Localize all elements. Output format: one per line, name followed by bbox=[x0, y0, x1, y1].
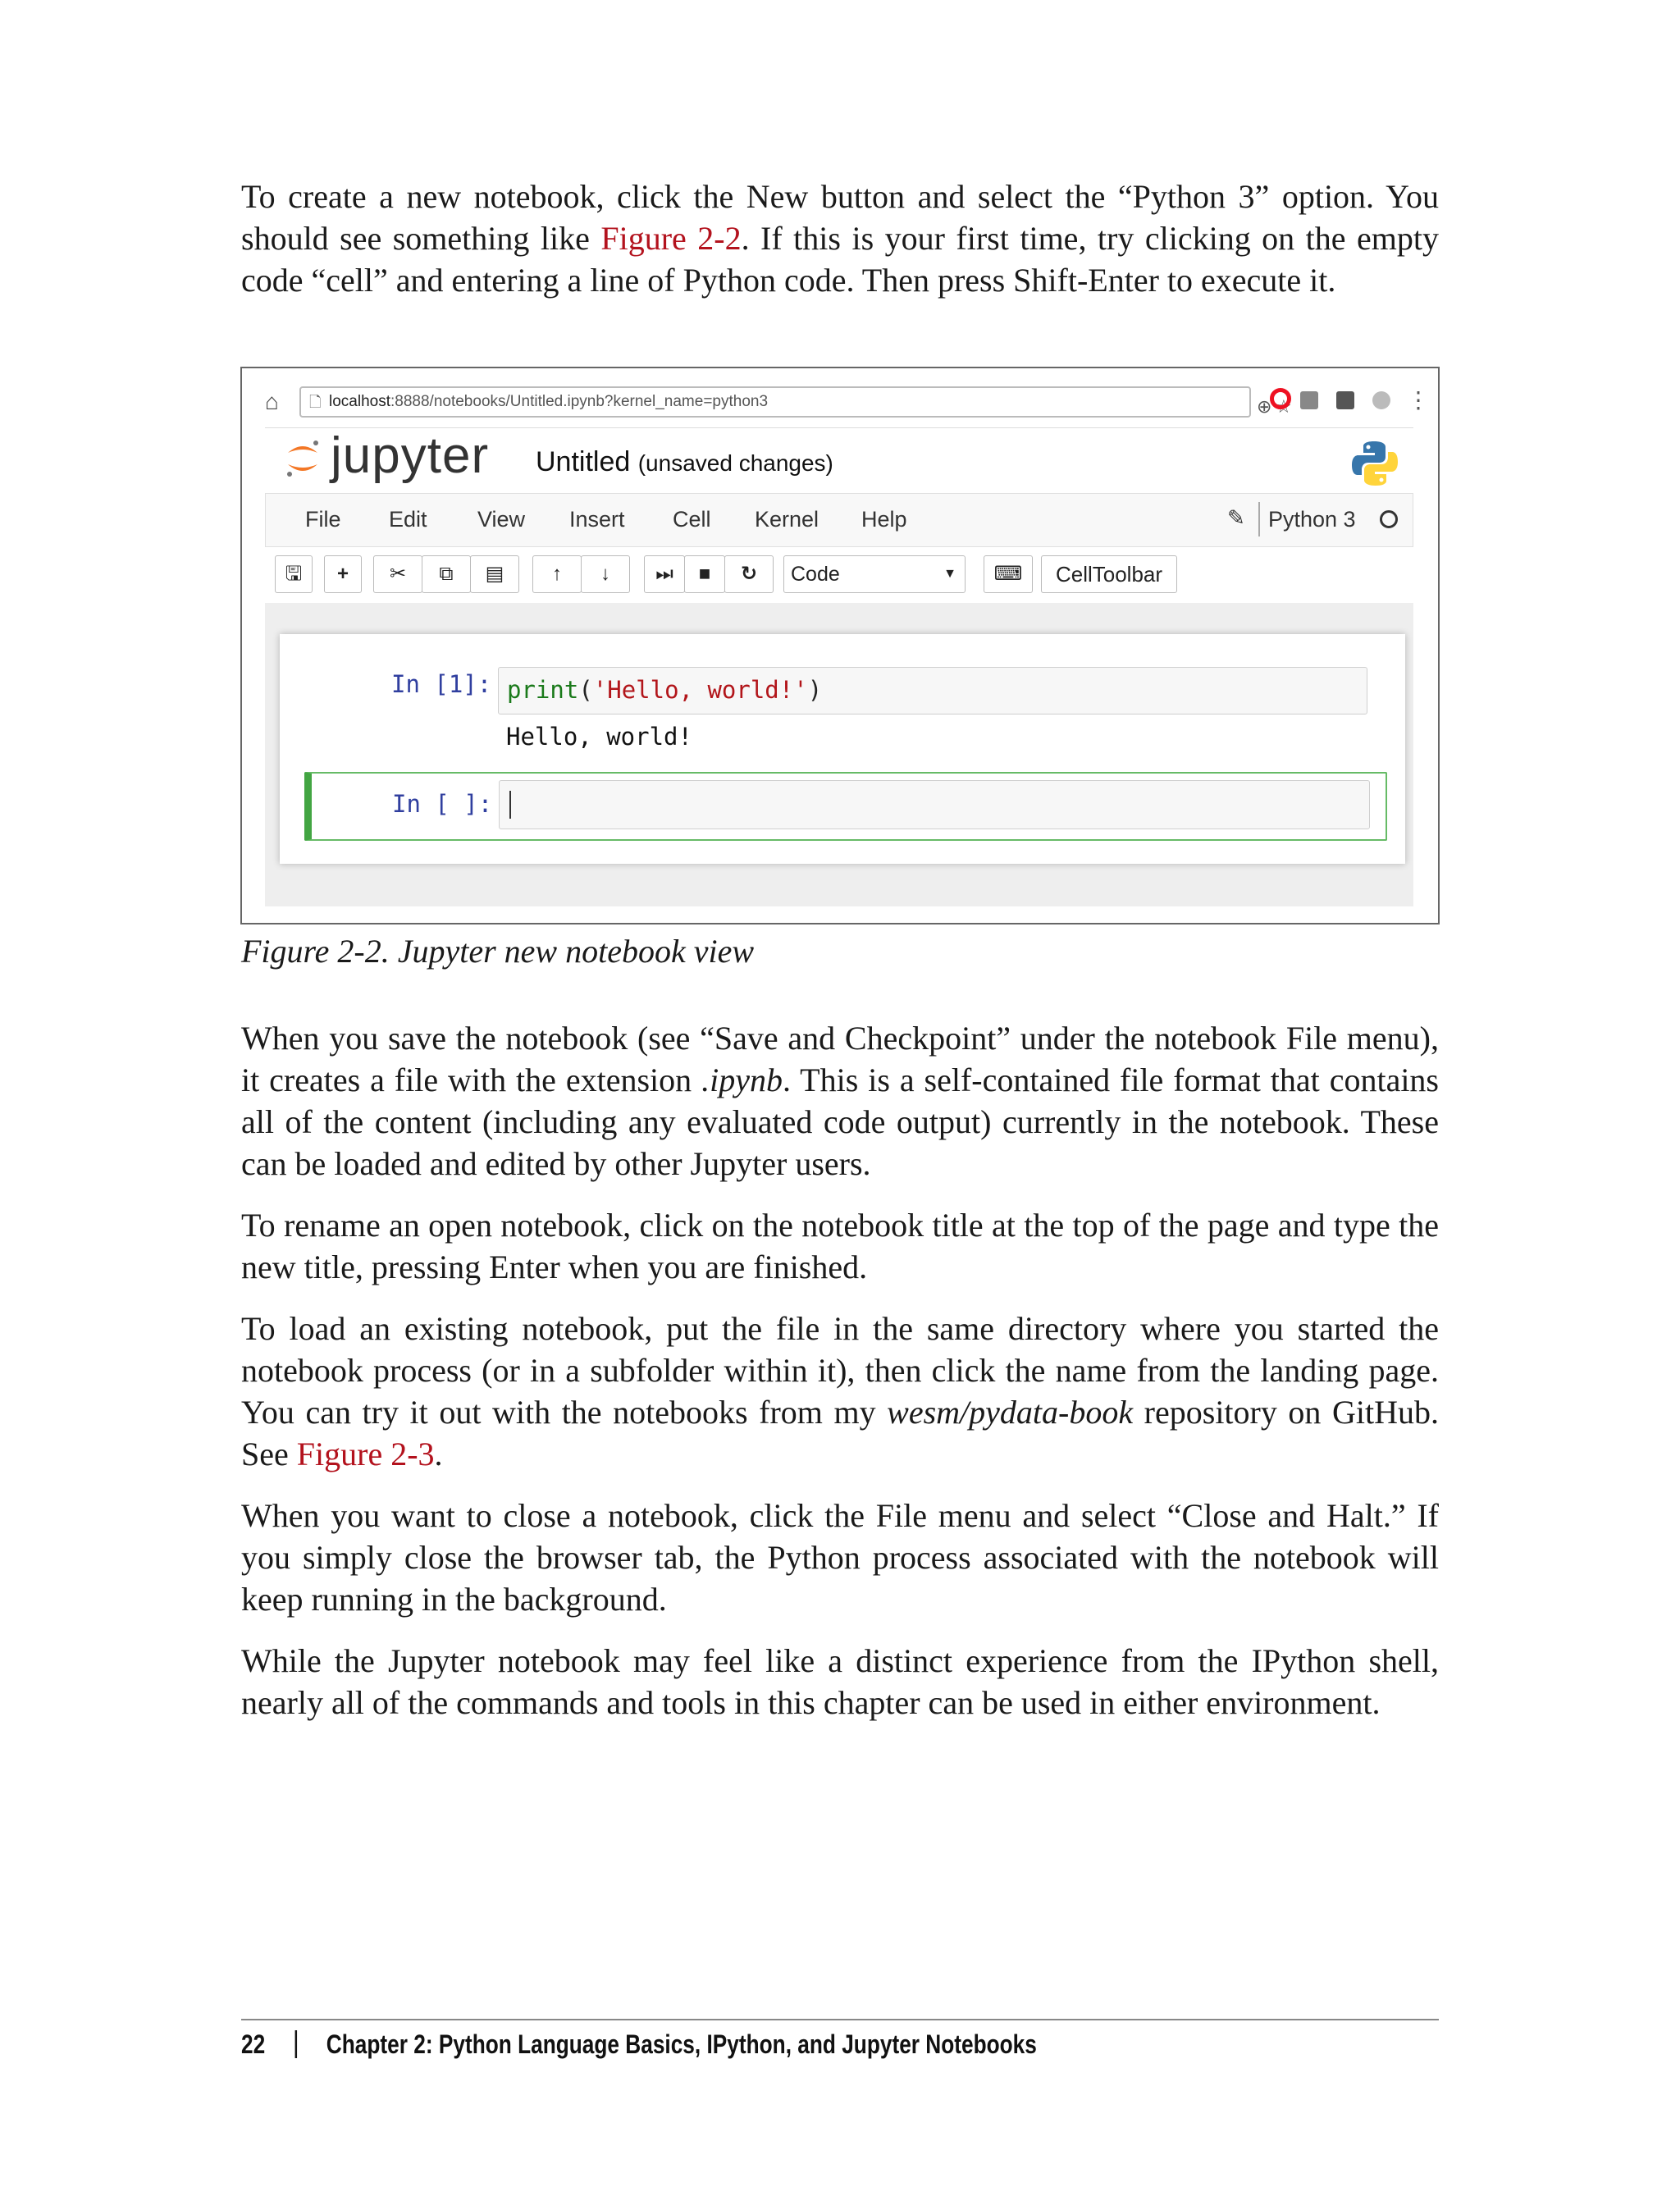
cell1-output: Hello, world! bbox=[506, 723, 692, 751]
notebook-title[interactable]: Untitled (unsaved changes) bbox=[536, 446, 833, 477]
move-up-button[interactable]: ↑ bbox=[532, 555, 582, 593]
notebook-menubar bbox=[265, 493, 1413, 547]
menu-edit[interactable]: Edit bbox=[389, 507, 427, 532]
chevron-down-icon: ▼ bbox=[943, 567, 956, 581]
kernel-idle-icon bbox=[1380, 510, 1398, 528]
paragraph-rename: To rename an open notebook, click on the notebook title at the top of the page and type the new title, pressing Enter when you are finished. bbox=[241, 1207, 1439, 1285]
zoom-icon[interactable]: ⊕ bbox=[1257, 396, 1272, 417]
page-footer bbox=[241, 2029, 1037, 2060]
extension-icon[interactable] bbox=[1372, 391, 1390, 409]
chapter-title: Chapter 2: Python Language Basics, IPython, and Jupyter Notebooks bbox=[326, 2029, 1037, 2059]
figure-2-2-link[interactable]: Figure 2-2 bbox=[600, 220, 742, 257]
kernel-separator bbox=[1258, 502, 1260, 536]
save-status: (unsaved changes) bbox=[637, 450, 833, 476]
home-icon[interactable]: ⌂ bbox=[265, 389, 279, 414]
jupyter-wordmark[interactable]: jupyter bbox=[331, 427, 490, 484]
notebook-area bbox=[265, 603, 1413, 906]
save-button[interactable]: 🖫 bbox=[275, 555, 313, 593]
footer-separator bbox=[294, 2030, 296, 2058]
paragraph-environment: While the Jupyter notebook may feel like a distinct experience from the IPython shell, nearly all of the commands and tools in this chapter can be used in either environment. bbox=[241, 1642, 1439, 1721]
insert-cell-button[interactable]: + bbox=[324, 555, 362, 593]
cell-type-select[interactable]: Code ▼ bbox=[783, 555, 966, 593]
bookmark-star-icon[interactable]: ☆ bbox=[1276, 396, 1292, 417]
browser-address-row bbox=[265, 385, 1430, 421]
extension-icon[interactable] bbox=[1336, 391, 1354, 409]
keyboard-shortcuts-button[interactable]: ⌨ bbox=[984, 555, 1033, 593]
cell2-code-input[interactable] bbox=[499, 780, 1370, 829]
edit-mode-pencil-icon: ✎ bbox=[1227, 505, 1245, 530]
cell2-prompt: In [ ]: bbox=[392, 790, 493, 818]
notebook-page bbox=[280, 634, 1405, 864]
paragraph-new-notebook: To create a new notebook, click the New button and select the “Python 3” option. You should see something like Figure 2-2. If this is your first time, try clicking on the empty code “cell” and entering a line of Python code. Then press Shift-Enter to execute it. bbox=[241, 178, 1439, 299]
opera-extension-icon[interactable] bbox=[1270, 388, 1291, 409]
address-bar[interactable]: 🗋 localhost:8888/notebooks/Untitled.ipynb?kernel_name=python3 ⊕ ☆ bbox=[299, 386, 1251, 418]
paragraph-load: To load an existing notebook, put the file in the same directory where you started the notebook process (or in a subfolder within it), then click the name from the landing page. You can try it out with the notebooks from my wesm/pydata-book repository on GitHub. See Figure 2-3. bbox=[241, 1310, 1440, 1472]
paragraph-close: When you want to close a notebook, click the File menu and select “Close and Halt.” If you simply close the browser tab, the Python process associated with the notebook will keep running in the background. bbox=[241, 1497, 1439, 1618]
menu-file[interactable]: File bbox=[305, 507, 341, 532]
jupyter-logo-icon[interactable] bbox=[285, 438, 321, 479]
cell1-code-input[interactable]: print('Hello, world!') bbox=[498, 667, 1367, 714]
notebook-toolbar bbox=[265, 547, 1413, 603]
menu-view[interactable]: View bbox=[477, 507, 526, 532]
menu-kernel[interactable]: Kernel bbox=[755, 507, 819, 532]
jupyter-header bbox=[265, 427, 1413, 494]
celltoolbar-button[interactable]: CellToolbar bbox=[1041, 555, 1177, 593]
figure-jupyter-screenshot bbox=[240, 367, 1440, 924]
run-button[interactable]: ⏭ bbox=[644, 555, 685, 593]
page-icon: 🗋 bbox=[309, 394, 322, 410]
cell1-prompt: In [1]: bbox=[391, 670, 492, 698]
extension-icon[interactable] bbox=[1300, 391, 1318, 409]
python-logo-icon bbox=[1349, 438, 1400, 489]
figure-2-3-link[interactable]: Figure 2-3 bbox=[296, 1436, 435, 1472]
paragraph-save: When you save the notebook (see “Save and Checkpoint” under the notebook File menu), it creates a file with the extension .ipynb. This is a self-contained file format that contains all of the content (including any evaluated code output) currently in the notebook. These can be loaded and edited by other Jupyter users. bbox=[241, 1020, 1440, 1182]
kernel-name[interactable]: Python 3 bbox=[1268, 507, 1356, 532]
active-cell[interactable] bbox=[304, 772, 1387, 841]
restart-button[interactable]: ↻ bbox=[724, 555, 774, 593]
browser-menu-icon[interactable]: ⋮ bbox=[1407, 387, 1430, 413]
figure-caption: Figure 2-2. Jupyter new notebook view bbox=[241, 933, 754, 970]
text-cursor bbox=[509, 791, 511, 819]
menu-help[interactable]: Help bbox=[861, 507, 907, 532]
copy-button[interactable]: ⧉ bbox=[422, 555, 471, 593]
paste-button[interactable]: ▤ bbox=[470, 555, 519, 593]
page-number: 22 bbox=[241, 2029, 266, 2059]
footer-rule bbox=[241, 2019, 1439, 2020]
interrupt-button[interactable]: ■ bbox=[684, 555, 725, 593]
menu-cell[interactable]: Cell bbox=[673, 507, 711, 532]
cut-button[interactable]: ✂ bbox=[373, 555, 422, 593]
move-down-button[interactable]: ↓ bbox=[581, 555, 630, 593]
menu-insert[interactable]: Insert bbox=[569, 507, 625, 532]
